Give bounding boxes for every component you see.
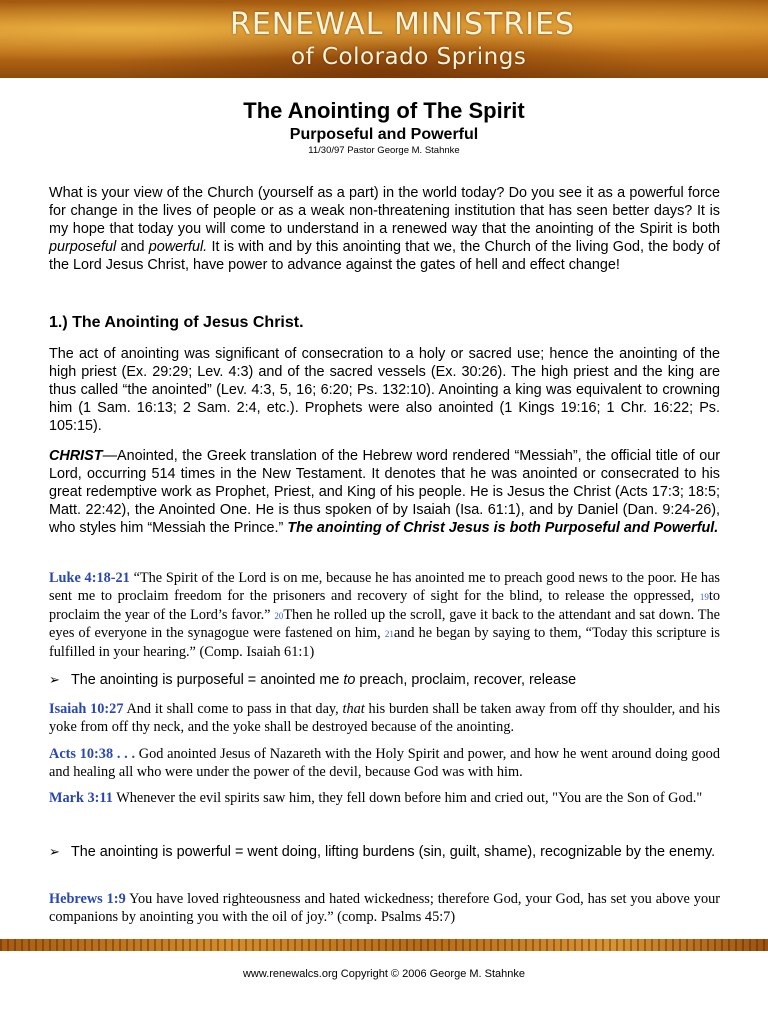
bullet-powerful: ➢ The anointing is powerful = went doing, lifting burdens (sin, guilt, shame), recognizable by the enemy. bbox=[49, 844, 716, 860]
anointing-paragraph: The act of anointing was significant of consecration to a holy or sacred use; hence the anointing of the high priest (Ex. 29:29; Lev. 4:3) and of the sacred vessels (Ex. 30:26). The high priest and the king are thus called “the anointed” (Lev. 4:3, 5, 16; 6:20; Ps. 132:10). Anointing a king was equivalent to crowning him (1 Sam. 16:13; 2 Sam. 2:4, etc.). Prophets were also anointed (1 Kings 19:16; 1 Chr. 16:22; Ps. 105:15). bbox=[49, 346, 720, 435]
scripture-reference: Isaiah 10:27 bbox=[49, 701, 124, 717]
arrow-bullet-icon: ➢ bbox=[49, 672, 60, 687]
hebrews-passage: Hebrews 1:9 You have loved righteousness and hated wickedness; therefore God, your God, has set you above your companions by anointing you with the oil of joy.” (comp. Psalms 45:7) bbox=[49, 891, 720, 925]
scripture-reference: Acts 10:38 . . . bbox=[49, 746, 136, 762]
bullet-purposeful: ➢ The anointing is purposeful = anointed me to preach, proclaim, recover, release bbox=[49, 672, 577, 688]
mark-passage: Mark 3:11 Whenever the evil spirits saw him, they fell down before him and cried out, "You are the Son of God." bbox=[49, 790, 703, 806]
isaiah-passage: Isaiah 10:27 And it shall come to pass in that day, that his burden shall be taken away from off thy shoulder, and his yoke from off thy neck, and the yoke shall be destroyed because of the anointing. bbox=[49, 701, 721, 735]
scripture-reference: Luke 4:18-21 bbox=[49, 570, 130, 586]
verse-number: 21 bbox=[384, 629, 394, 640]
intro-paragraph: What is your view of the Church (yourself as a part) in the world today? Do you see it as a powerful force for change in the lives of people or as a weak non-threatening institution that has seen better days? It is my hope that today you will come to understand in a renewed way that the anointing of the Spirit is both purposeful and powerful. It is with and by this anointing that we, the Church of the living God, the body of the Lord Jesus Christ, have power to advance against the gates of hell and effect change! bbox=[49, 185, 720, 274]
verse-number: 20 bbox=[274, 610, 284, 621]
verse-number: 19 bbox=[699, 591, 709, 602]
header-banner bbox=[0, 0, 768, 78]
scripture-reference: Mark 3:11 bbox=[49, 790, 113, 806]
document-subtitle: Purposeful and Powerful bbox=[289, 126, 479, 143]
acts-passage: Acts 10:38 . . . God anointed Jesus of Nazareth with the Holy Spirit and power, and how he went around doing good and healing all who were under the power of the devil, because God was with him. bbox=[49, 746, 720, 780]
christ-paragraph: CHRIST—Anointed, the Greek translation of the Hebrew word rendered “Messiah”, the official title of our Lord, occurring 514 times in the New Testament. It denotes that he was anointed or consecrated to his great redemptive work as Prophet, Priest, and King of his people. He is Jesus the Christ (Acts 17:3; 18:5; Matt. 22:42), the Anointed One. He is thus spoken of by Isaiah (Isa. 61:1), and by Daniel (Dan. 9:24-26), who styles him “Messiah the Prince.” The anointing of Christ Jesus is both Purposeful and Powerful. bbox=[49, 448, 720, 537]
document-dateline: 11/30/97 Pastor George M. Stahnke bbox=[308, 145, 460, 156]
footer-divider bbox=[0, 939, 768, 951]
document-title: The Anointing of The Spirit bbox=[243, 98, 525, 123]
section-heading: 1.) The Anointing of Jesus Christ. bbox=[49, 314, 304, 331]
arrow-bullet-icon: ➢ bbox=[49, 844, 60, 859]
banner-subtitle: of Colorado Springs bbox=[291, 44, 527, 70]
luke-passage: Luke 4:18-21 “The Spirit of the Lord is on me, because he has anointed me to preach good news to the poor. He has sent me to proclaim freedom for the prisoners and recovery of sight for the blind, to release the oppressed, 19to proclaim the year of the Lord’s favor.” 20Then he rolled up the scroll, gave it back to the attendant and sat down. The eyes of everyone in the synagogue were fastened on him, 21and he began by saying to them, “Today this scripture is fulfilled in your hearing.” (Comp. Isaiah 61:1) bbox=[49, 570, 720, 661]
banner-title: RENEWAL MINISTRIES bbox=[230, 7, 576, 42]
scripture-reference: Hebrews 1:9 bbox=[49, 891, 126, 907]
footer-copyright: www.renewalcs.org Copyright © 2006 George M. Stahnke bbox=[242, 968, 526, 980]
